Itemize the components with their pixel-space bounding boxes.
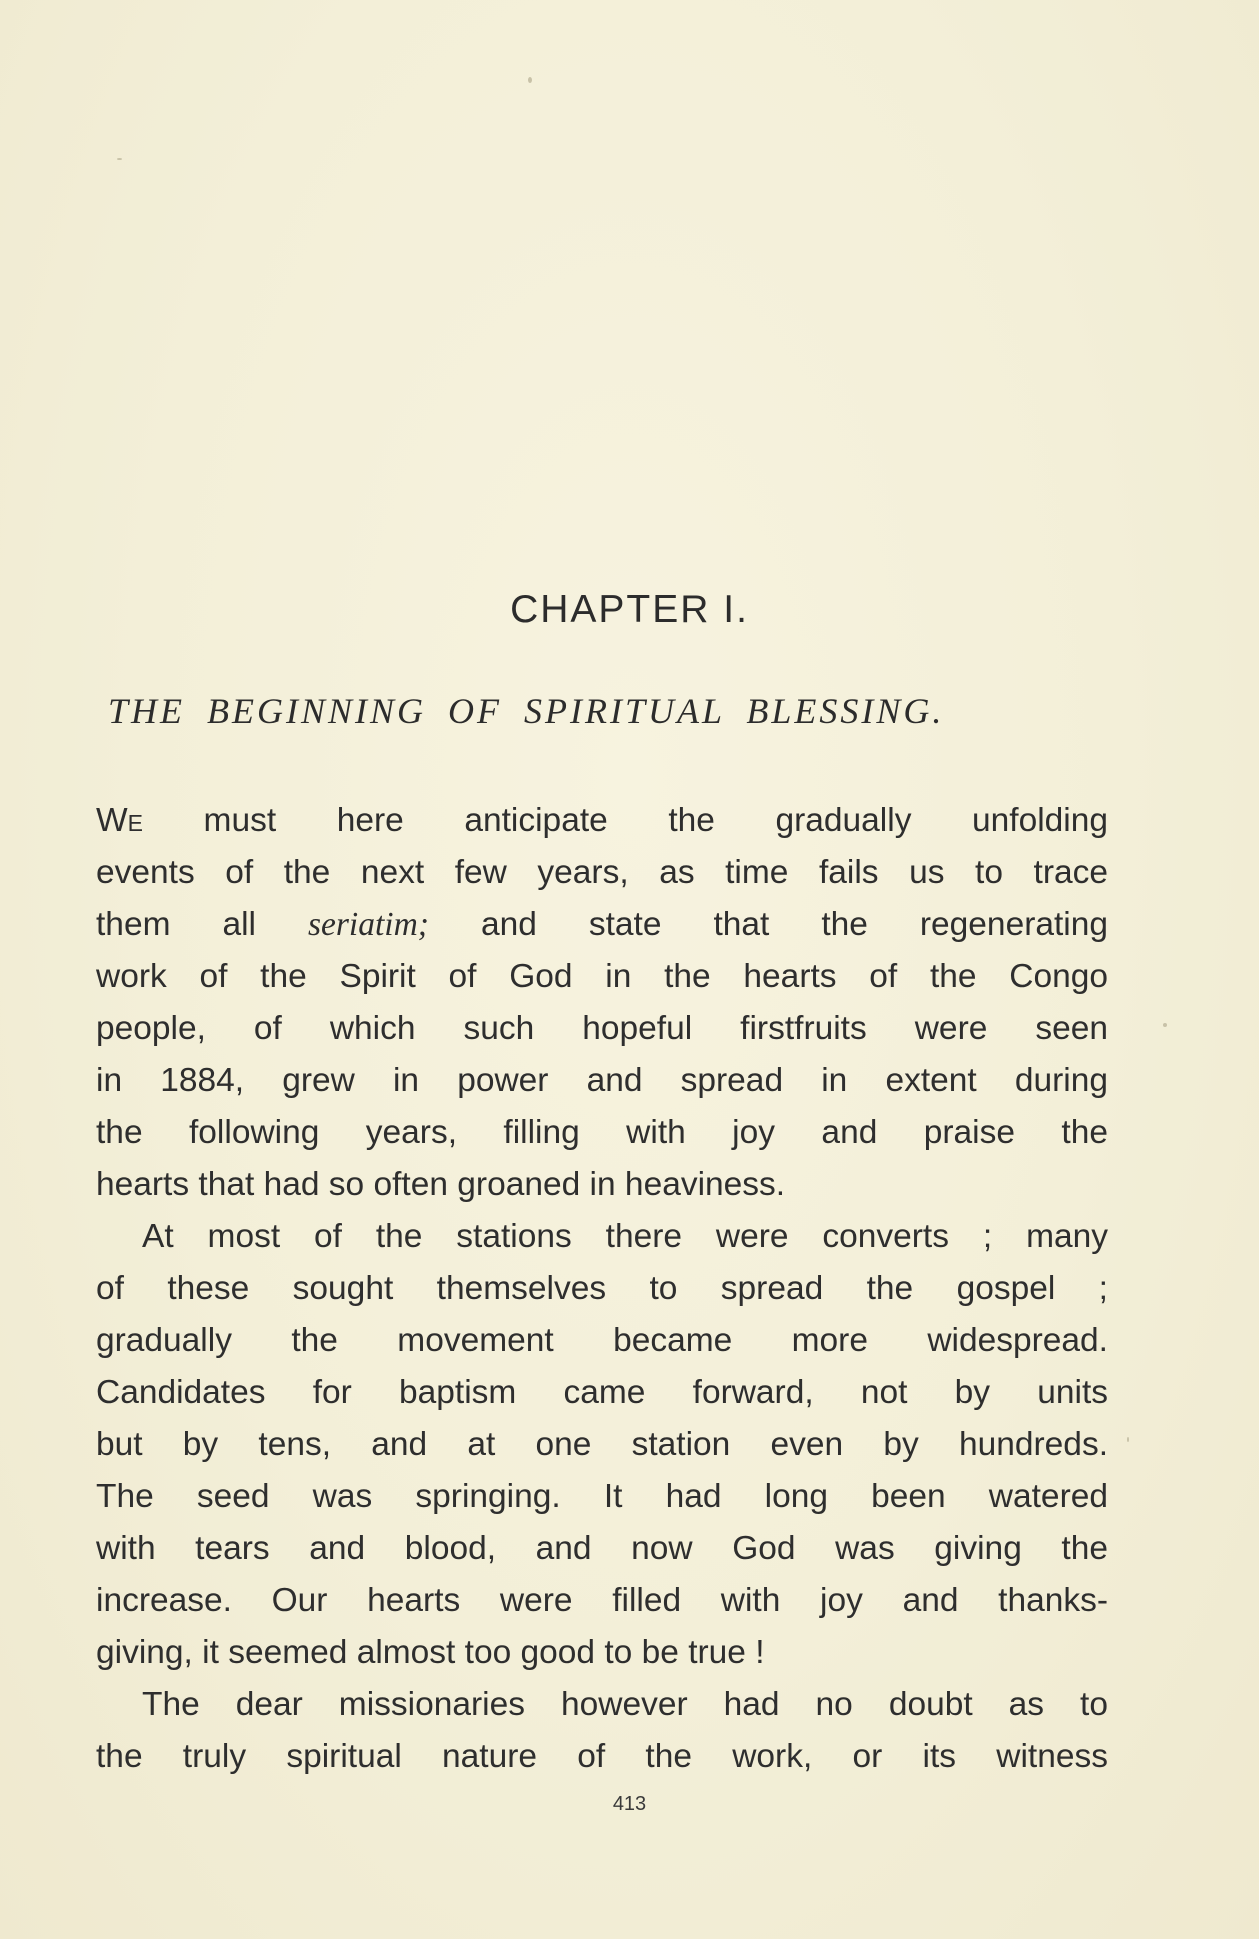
paper-speck [1127, 1437, 1129, 1442]
text-line: increase. Our hearts were filled with joy and thanks- [96, 1582, 1108, 1619]
paragraph-2 [96, 1211, 1108, 1679]
text-line: in 1884, grew in power and spread in extent during [96, 1062, 1108, 1099]
page-number: 413 [612, 1793, 647, 1815]
drop-word: We [96, 802, 143, 839]
paragraph-3 [96, 1679, 1108, 1783]
paper-speck [117, 158, 122, 160]
text-line: The dear missionaries however had no doubt as to [142, 1686, 1108, 1723]
chapter-title: THE BEGINNING OF SPIRITUAL BLESSING. [108, 691, 945, 731]
text-line: the truly spiritual nature of the work, or its witness [96, 1738, 1108, 1775]
text-line: with tears and blood, and now God was giving the [96, 1530, 1108, 1567]
paper-speck [528, 77, 532, 83]
text-line: people, of which such hopeful firstfruits were seen [96, 1010, 1108, 1047]
text-line: work of the Spirit of God in the hearts of the Congo [96, 958, 1108, 995]
chapter-heading: CHAPTER I. [510, 588, 749, 631]
paragraph-1 [96, 795, 1108, 1211]
text-line: gradually the movement became more widespread. [96, 1322, 1108, 1359]
text-line: The seed was springing. It had long been watered [96, 1478, 1108, 1515]
text-line: them all seriatim; and state that the regenerating [96, 906, 1108, 943]
text-line: We must here anticipate the gradually unfolding [96, 802, 1108, 839]
italic-term: seriatim; [307, 906, 429, 943]
text-line: but by tens, and at one station even by hundreds. [96, 1426, 1108, 1463]
text-line: Candidates for baptism came forward, not by units [96, 1374, 1108, 1411]
text-line: the following years, filling with joy and praise the [96, 1114, 1108, 1151]
text-line: At most of the stations there were converts ; many [142, 1218, 1108, 1255]
body-text [96, 795, 1108, 1783]
text-line: giving, it seemed almost too good to be true ! [96, 1634, 765, 1671]
paper-speck [1163, 1023, 1167, 1027]
text-line: events of the next few years, as time fails us to trace [96, 854, 1108, 891]
text-line: of these sought themselves to spread the gospel ; [96, 1270, 1108, 1307]
text-line: hearts that had so often groaned in heaviness. [96, 1166, 786, 1203]
